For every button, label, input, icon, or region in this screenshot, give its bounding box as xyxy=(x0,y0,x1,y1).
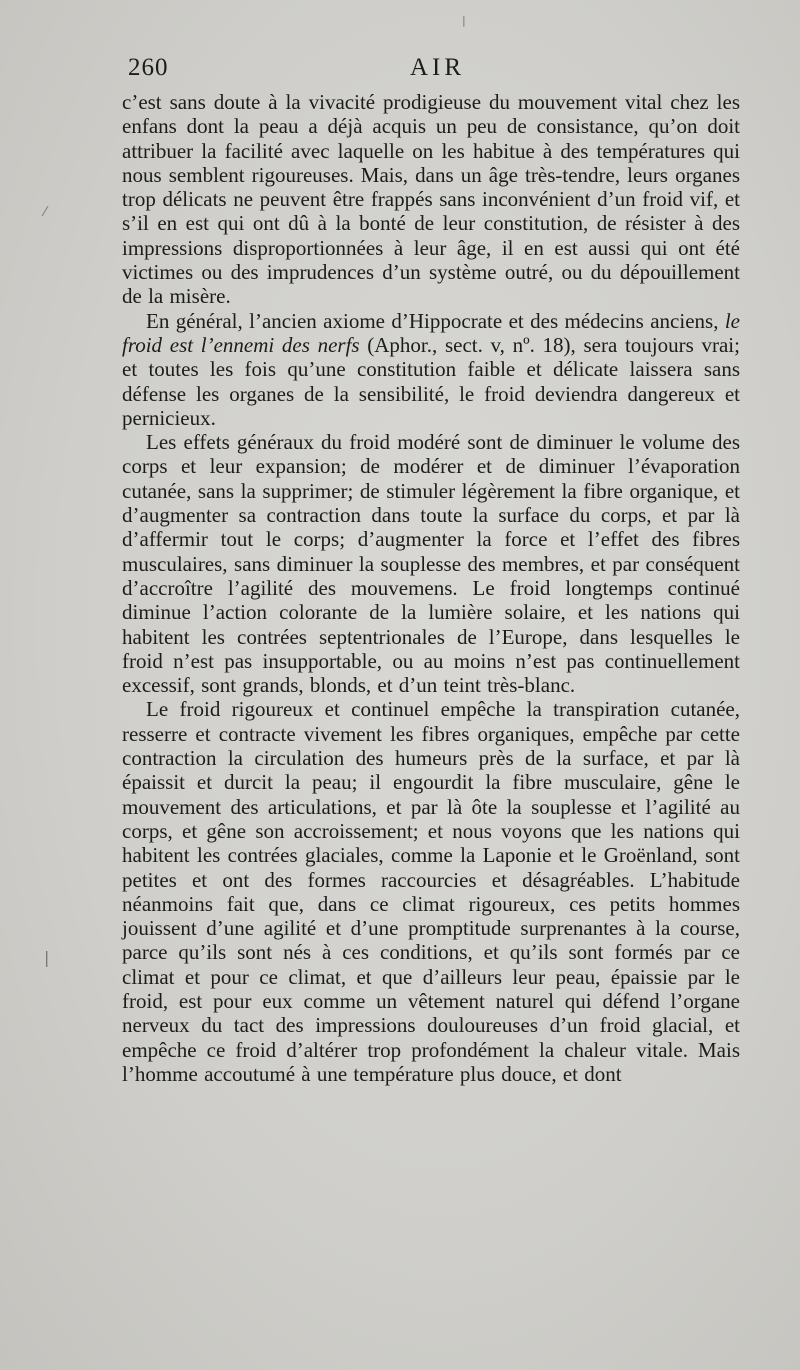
body-text xyxy=(122,90,740,1086)
margin-mark: ⁄ xyxy=(44,205,47,220)
running-head: AIR xyxy=(410,54,466,81)
margin-mark: | xyxy=(44,948,50,967)
paragraph-text: (Aphor., sect. v, nº. 18), sera toujours vrai; et toutes les fois qu’une constitution faible et délicate laissera sans défense les organes de la sensibilité, le froid deviendra dangereux et pernicieux. xyxy=(122,332,740,430)
paragraph-hippocrates xyxy=(122,309,740,430)
paragraph-continuation: c’est sans doute à la vivacité prodigieuse du mouvement vital chez les enfans dont la peau a déjà acquis un peu de consistance, qu’on doit attribuer la facilité avec laquelle on les habitue à des températures qui nous semblent rigoureuses. Mais, dans un âge très-tendre, leurs organes trop délicats ne peuvent être frappés sans inconvénient d’un froid vif, et s’il en est qui ont dû à la bonté de leur constitution, de résister à des impressions disproportionnées à leur âge, il en est aussi qui ont été victimes ou des imprudences d’un système outré, ou du dépouillement de la misère. xyxy=(122,90,740,309)
margin-mark: | xyxy=(462,14,466,27)
page-number: 260 xyxy=(128,54,169,81)
paragraph-text: En général, l’ancien axiome d’Hippocrate et des médecins anciens, xyxy=(146,308,725,333)
paragraph-severe-cold: Le froid rigoureux et continuel empêche la transpiration cutanée, resserre et contracte vivement les fibres organiques, empêche par cette contraction la circulation des humeurs près de la surface, et par là épaissit et durcit la peau; il engourdit la fibre musculaire, gêne le mouvement des articulations, et par là ôte la souplesse et l’agilité au corps, et gêne son accroissement; et nous voyons que les nations qui habitent les contrées glaciales, comme la Laponie et le Groënland, sont petites et ont des formes raccourcies et désagréables. L’habitude néanmoins fait que, dans ce climat rigoureux, ces petits hommes jouissent d’une agilité et d’une promptitude surprenantes à la course, parce qu’ils sont nés à ces conditions, et qu’ils sont formés par ce climat et pour ce climat, et que d’ailleurs leur peau, épaissie par le froid, est pour eux comme un vêtement naturel qui défend l’organe nerveux du tact des impressions douloureuses d’un froid glacial, et empêche ce froid d’altérer trop profondément la chaleur vitale. Mais l’homme accoutumé à une température plus douce, et dont xyxy=(122,697,740,1086)
paragraph-moderate-cold: Les effets généraux du froid modéré sont de diminuer le volume des corps et leur expansion; de modérer et de diminuer l’évaporation cutanée, sans la supprimer; de stimuler légèrement la fibre organique, et d’augmenter sa contraction dans toute la surface du corps, et par là d’affermir tout le corps; d’augmenter la force et l’effet des fibres musculaires, sans diminuer la souplesse des membres, et par conséquent d’accroître l’agilité des mouvemens. Le froid longtemps continué diminue l’action colorante de la lumière solaire, et les nations qui habitent les contrées septentrionales de l’Europe, dans lesquelles le froid n’est pas insupportable, ou au moins n’est pas continuellement excessif, sont grands, blonds, et d’un teint très-blanc. xyxy=(122,430,740,698)
page-header xyxy=(122,54,740,86)
axiom-quote: le froid est l’ennemi des nerfs xyxy=(122,308,740,357)
